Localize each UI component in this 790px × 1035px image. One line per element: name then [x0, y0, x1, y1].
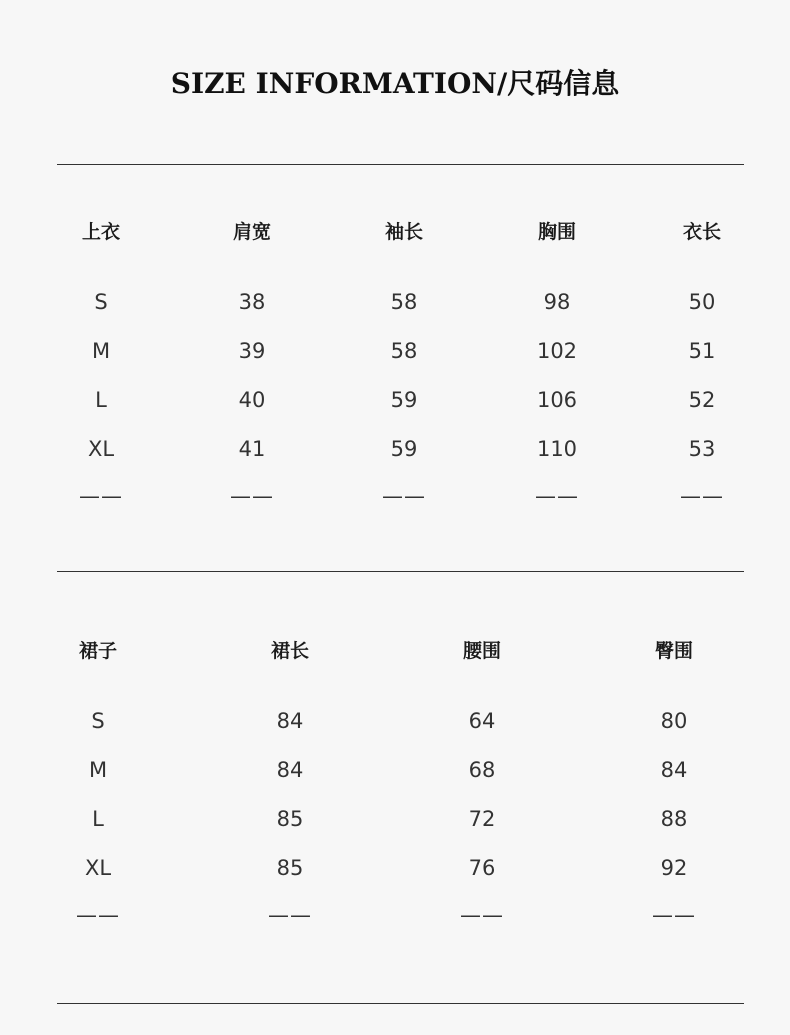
measurement-cell: 85 [276, 807, 304, 831]
column-header: 臀围 [654, 640, 693, 662]
measurement-cell: 68 [468, 758, 496, 782]
divider-middle [57, 571, 744, 572]
measurement-cell: 50 [688, 290, 716, 314]
measurement-cell: 98 [543, 290, 571, 314]
size-label-cell: XL [87, 437, 115, 461]
column-header: 上衣 [81, 221, 120, 243]
measurement-cell: 52 [688, 388, 716, 412]
size-label-cell: —— [76, 903, 120, 927]
measurement-cell: —— [652, 903, 696, 927]
column-header: 衣长 [682, 221, 721, 243]
measurement-cell: 38 [238, 290, 266, 314]
measurement-cell: 110 [536, 437, 578, 461]
size-label-cell: XL [84, 856, 112, 880]
column-header: 裙子 [78, 640, 117, 662]
size-label-cell: M [88, 758, 108, 782]
measurement-cell: —— [382, 484, 426, 508]
measurement-cell: 64 [468, 709, 496, 733]
measurement-cell: —— [230, 484, 274, 508]
measurement-cell: 41 [238, 437, 266, 461]
divider-bottom [57, 1003, 744, 1004]
measurement-cell: 51 [688, 339, 716, 363]
column-header: 袖长 [384, 221, 423, 243]
measurement-cell: 92 [660, 856, 688, 880]
measurement-cell: 59 [390, 437, 418, 461]
measurement-cell: 59 [390, 388, 418, 412]
size-label-cell: L [92, 807, 104, 831]
measurement-cell: 85 [276, 856, 304, 880]
measurement-cell: —— [460, 903, 504, 927]
size-label-cell: M [91, 339, 111, 363]
measurement-cell: —— [680, 484, 724, 508]
measurement-cell: 72 [468, 807, 496, 831]
column-header: 裙长 [270, 640, 309, 662]
measurement-cell: 84 [276, 709, 304, 733]
measurement-cell: —— [535, 484, 579, 508]
measurement-cell: 84 [660, 758, 688, 782]
measurement-cell: 84 [276, 758, 304, 782]
measurement-cell: 53 [688, 437, 716, 461]
size-label-cell: —— [79, 484, 123, 508]
measurement-cell: 80 [660, 709, 688, 733]
measurement-cell: 40 [238, 388, 266, 412]
size-label-cell: L [95, 388, 107, 412]
column-header: 腰围 [462, 640, 501, 662]
column-header: 肩宽 [232, 221, 271, 243]
measurement-cell: 58 [390, 290, 418, 314]
size-label-cell: S [94, 290, 108, 314]
size-label-cell: S [91, 709, 105, 733]
measurement-cell: 106 [536, 388, 578, 412]
measurement-cell: 58 [390, 339, 418, 363]
measurement-cell: 102 [536, 339, 578, 363]
measurement-cell: 39 [238, 339, 266, 363]
measurement-cell: 76 [468, 856, 496, 880]
measurement-cell: —— [268, 903, 312, 927]
measurement-cell: 88 [660, 807, 688, 831]
column-header: 胸围 [537, 221, 576, 243]
divider-top [57, 164, 744, 165]
page-title: SIZE INFORMATION/尺码信息 [170, 67, 620, 100]
